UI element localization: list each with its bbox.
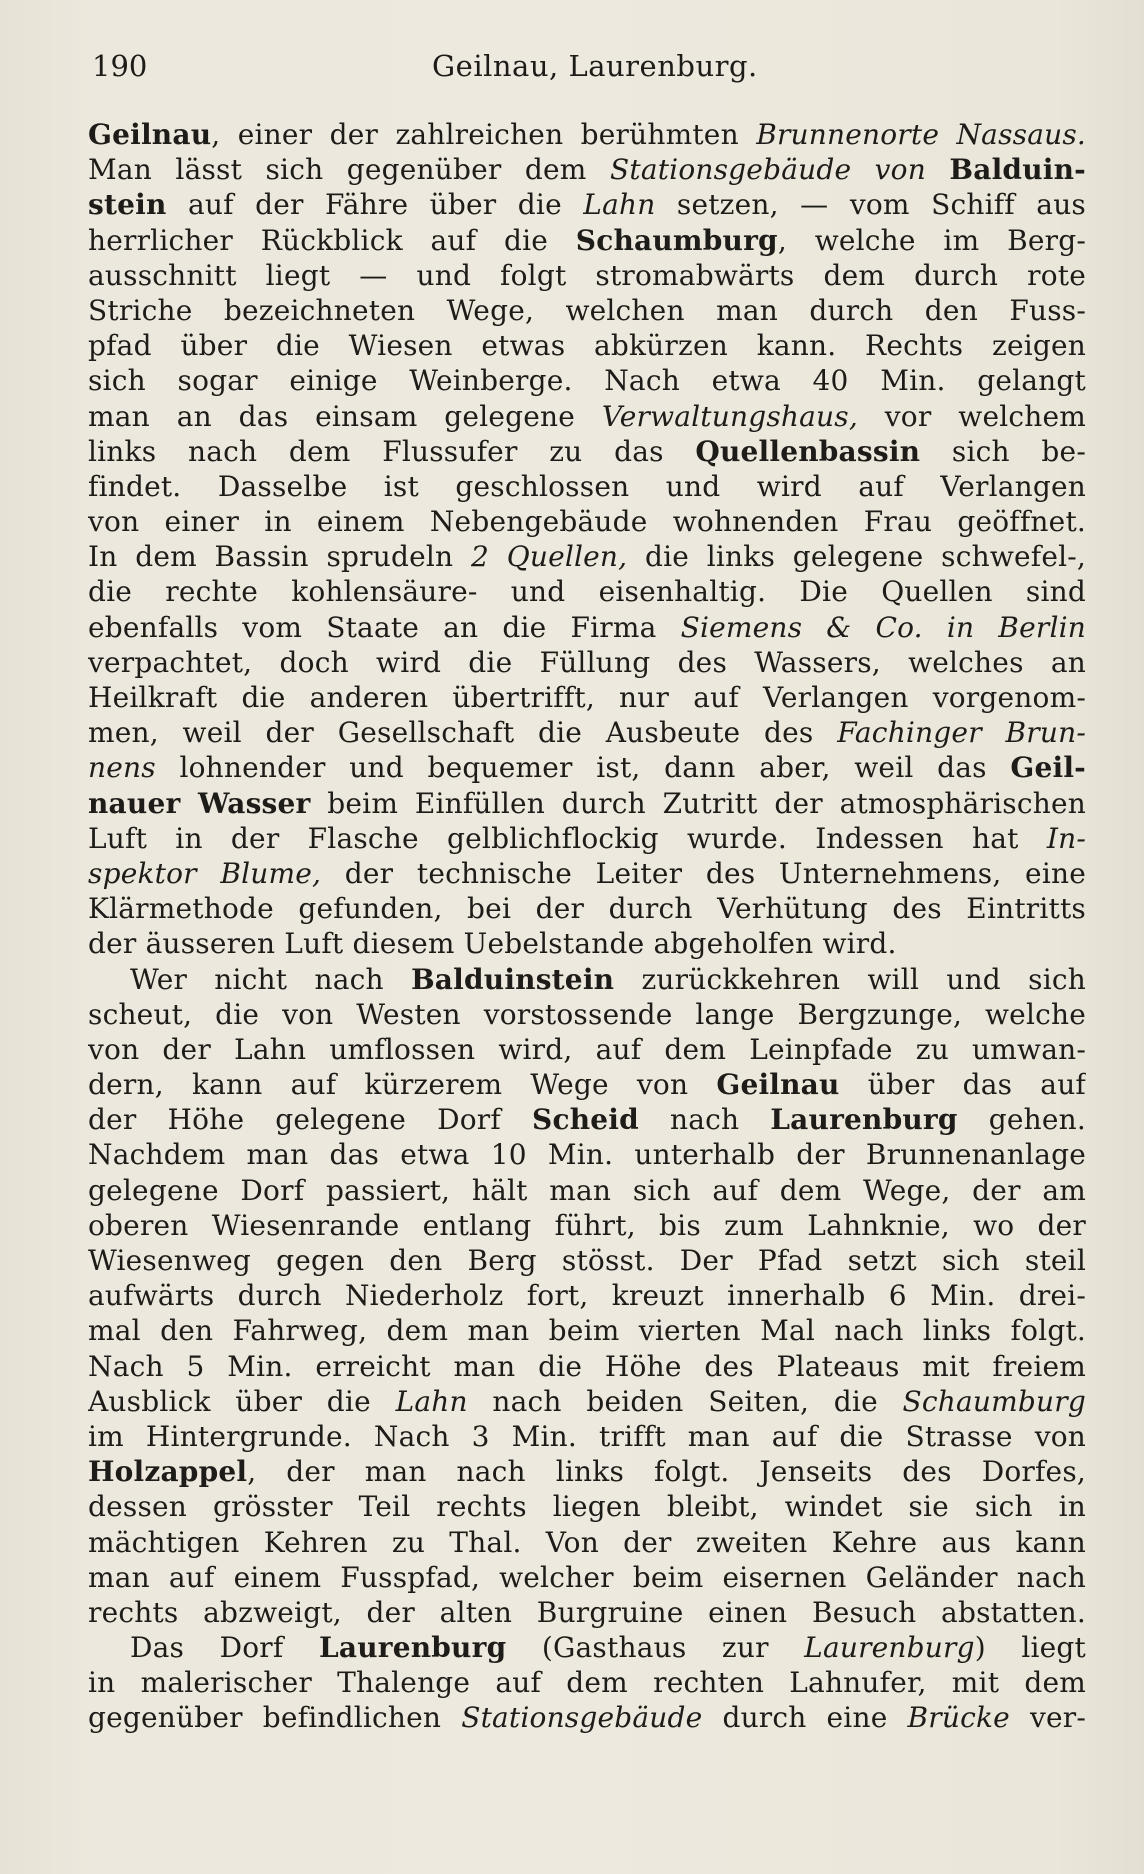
text-run: in malerischer Thalenge auf dem rechten Lahnufer, mit dem [88,1666,1086,1700]
italic-text: Laurenburg [804,1631,975,1665]
text-run: mal den Fahrweg, dem man beim vierten Mal nach links folgt. [88,1314,1086,1348]
text-line [88,1665,1086,1700]
italic-text: In- [1046,821,1086,855]
text-run: In dem Bassin sprudeln [88,540,471,574]
text-line [88,1349,1086,1384]
text-run: gehen. [957,1103,1086,1137]
text-run: Klärmethode gefunden, bei der durch Verhütung des Eintritts [88,892,1086,926]
text-line [88,187,1086,222]
text-run: über das auf [839,1068,1086,1102]
bold-place-name: Quellenbassin [695,434,921,468]
text-run: zurückkehren will und sich [614,962,1086,996]
text-run: ausschnitt liegt — und folgt stromabwärts dem durch rote [88,258,1086,292]
text-run: vor welchem [857,399,1086,433]
text-line [88,1313,1086,1348]
text-line [88,574,1086,609]
text-line [88,962,1086,997]
italic-text: Lahn [395,1384,468,1418]
text-run: sich sogar einige Weinberge. Nach etwa 40 Min. gelangt [88,364,1086,398]
text-run: Man lässt sich gegenüber dem [88,153,610,187]
italic-text: Lahn [583,188,656,222]
text-run: ) liegt [974,1631,1086,1665]
bold-place-name: Schaumburg [575,223,778,257]
text-line [88,1419,1086,1454]
italic-text: Siemens & Co. in Berlin [680,610,1086,644]
text-run: scheut, die von Westen vorstossende lange Bergzunge, welche [88,997,1086,1031]
italic-text: Brunnenorte Nassaus. [756,118,1086,151]
text-run: Das Dorf [130,1631,319,1665]
bold-place-name: Laurenburg [770,1103,958,1137]
text-run: im Hintergrunde. Nach 3 Min. trifft man auf die Strasse von [88,1419,1086,1453]
text-line [88,1700,1086,1735]
bold-place-name: Geilnau [88,118,212,151]
text-run: Heilkraft die anderen übertrifft, nur auf Verlangen vorgenom- [88,681,1086,714]
text-line [88,715,1086,750]
text-run: Striche bezeichneten Wege, welchen man durch den Fuss- [88,293,1086,327]
text-run: Luft in der Flasche gelblichflockig wurde. Indessen hat [88,821,1047,855]
text-run: von der Lahn umflossen wird, auf dem Leinpfade zu umwan- [88,1032,1086,1066]
text-run: Wiesenweg gegen den Berg stösst. Der Pfad setzt sich steil [88,1244,1086,1277]
italic-text: Stationsgebäude von [609,153,926,187]
text-run: gelegene Dorf passiert, hält man sich auf dem Wege, der am [88,1173,1086,1207]
text-run: der Höhe gelegene Dorf [88,1103,533,1137]
bold-place-name: Scheid [532,1103,639,1137]
text-line [88,891,1086,926]
page-header [92,46,1092,86]
text-run: die rechte kohlensäure- und eisenhaltig. Die Quellen sind [88,575,1086,609]
text-line [88,117,1086,152]
text-run: dern, kann auf kürzerem Wege von [88,1068,717,1102]
text-line [88,152,1086,187]
text-run: dessen grösster Teil rechts liegen bleibt, windet sie sich in [88,1490,1086,1524]
text-run: verpachtet, doch wird die Füllung des Wassers, welches an [88,645,1086,679]
text-line [88,1384,1086,1419]
text-line [88,750,1086,785]
text-run: lohnender und bequemer ist, dann aber, weil das [155,751,1011,785]
text-run: herrlicher Rückblick auf die [88,223,576,257]
text-line [88,645,1086,680]
text-line [88,1137,1086,1172]
italic-text: spektor Blume, [88,856,322,890]
text-line [88,786,1086,821]
text-run: die links gelegene schwefel-, [627,540,1086,574]
bold-place-name: Geil- [1010,751,1086,785]
text-line [88,1067,1086,1102]
text-run: men, weil der Gesellschaft die Ausbeute des [88,716,838,750]
bold-place-name: Laurenburg [318,1631,507,1665]
text-line [88,1595,1086,1630]
bold-place-name: Balduin- [949,153,1086,187]
text-line [88,434,1086,469]
text-line [88,328,1086,363]
text-run: gegenüber befindlichen [88,1701,462,1735]
bold-place-name: stein [88,188,167,222]
italic-text: Stationsgebäude [461,1701,703,1735]
text-run: durch eine [702,1701,908,1735]
text-run: Wer nicht nach [130,962,411,996]
text-line [88,504,1086,539]
text-line [88,926,1086,961]
bold-place-name: nauer Wasser [88,786,311,820]
text-line [88,1525,1086,1560]
body-text [88,117,1086,1736]
text-run: Ausblick über die [88,1384,396,1418]
text-run: , einer der zahlreichen berühmten [211,118,757,151]
text-run: oberen Wiesenrande entlang führt, bis zum Lahnknie, wo der [88,1208,1086,1242]
bold-place-name: Holzappel [88,1455,248,1489]
text-line [88,1489,1086,1524]
text-run: der äusseren Luft diesem Uebelstande abgeholfen wird. [88,927,897,961]
text-run: der technische Leiter des Unternehmens, eine [321,856,1086,890]
text-line [88,610,1086,645]
text-run: setzen, — vom Schiff aus [655,188,1086,222]
page-number: 190 [92,49,148,83]
text-run: rechts abzweigt, der alten Burgruine einen Besuch abstatten. [88,1595,1086,1629]
italic-text: nens [88,751,156,785]
text-run: auf der Fähre über die [166,188,584,222]
text-line [88,1278,1086,1313]
italic-text: Brücke [907,1701,1010,1735]
text-line [88,1102,1086,1137]
text-run: nach beiden Seiten, die [467,1384,903,1418]
text-line [88,821,1086,856]
text-line [88,363,1086,398]
text-run: pfad über die Wiesen etwas abkürzen kann. Rechts zeigen [88,329,1086,363]
text-run: links nach dem Flussufer zu das [88,434,696,468]
text-line [88,399,1086,434]
bold-place-name: Geilnau [716,1068,840,1102]
text-run: man an das einsam gelegene [88,399,602,433]
text-line [88,258,1086,293]
text-run: beim Einfüllen durch Zutritt der atmosphärischen [310,786,1086,820]
italic-text: Schaumburg [902,1384,1086,1418]
text-run: (Gasthaus zur [506,1631,805,1665]
text-run: nach [638,1103,771,1137]
text-line [88,539,1086,574]
text-line [88,293,1086,328]
text-line [88,680,1086,715]
bold-place-name: Balduinstein [410,962,615,996]
italic-text: 2 Quellen, [470,540,628,574]
text-run: ebenfalls vom Staate an die Firma [88,610,681,644]
text-line [88,1454,1086,1489]
text-run: Nach 5 Min. erreicht man die Höhe des Plateaus mit freiem [88,1349,1086,1383]
text-line [88,1208,1086,1243]
text-line [88,997,1086,1032]
italic-text: Verwaltungshaus, [601,399,858,433]
text-line [88,469,1086,504]
text-run: von einer in einem Nebengebäude wohnenden Frau geöffnet. [88,505,1086,539]
text-run [926,153,949,186]
text-run: sich be- [920,434,1086,468]
text-line [88,856,1086,891]
text-run: mächtigen Kehren zu Thal. Von der zweiten Kehre aus kann [88,1525,1086,1559]
text-line [88,1630,1086,1665]
text-line [88,1173,1086,1208]
text-run: ver- [1009,1701,1086,1735]
text-run: findet. Dasselbe ist geschlossen und wird auf Verlangen [88,469,1086,503]
italic-text: Fachinger Brun- [837,716,1086,750]
text-run: , welche im Berg- [777,223,1086,257]
text-run: aufwärts durch Niederholz fort, kreuzt innerhalb 6 Min. drei- [88,1279,1086,1313]
text-run: man auf einem Fusspfad, welcher beim eisernen Geländer nach [88,1560,1086,1594]
text-run: Nachdem man das etwa 10 Min. unterhalb der Brunnenanlage [88,1138,1086,1172]
text-line [88,1243,1086,1278]
running-head: Geilnau, Laurenburg. [432,49,758,83]
text-line [88,1560,1086,1595]
text-line [88,1032,1086,1067]
text-line [88,223,1086,258]
text-run: , der man nach links folgt. Jenseits des Dorfes, [247,1455,1086,1489]
